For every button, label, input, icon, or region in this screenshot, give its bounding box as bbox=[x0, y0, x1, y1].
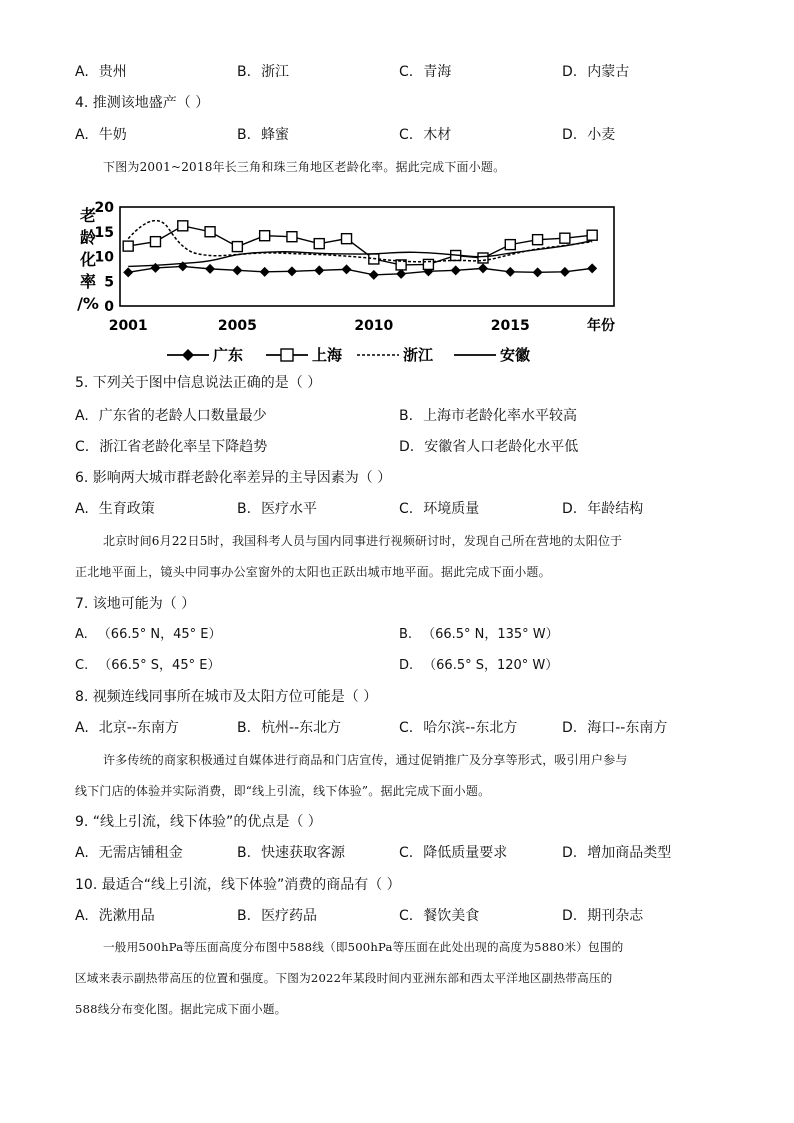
option-key: A. bbox=[75, 64, 89, 80]
q3-option-c[interactable] bbox=[399, 63, 451, 81]
data-point-square bbox=[232, 242, 242, 252]
q7-option-c[interactable] bbox=[75, 657, 220, 675]
option-text: 哈尔滨--东北方 bbox=[423, 720, 518, 736]
legend-label: 上海 bbox=[312, 346, 343, 364]
y-axis-label-char: 龄 bbox=[79, 228, 97, 247]
data-point-square bbox=[178, 221, 188, 231]
q3-option-a[interactable] bbox=[75, 63, 127, 81]
q4-option-c[interactable] bbox=[399, 126, 451, 144]
option-key: A. bbox=[75, 720, 89, 736]
option-key: C. bbox=[399, 908, 414, 924]
q6-option-a[interactable] bbox=[75, 500, 155, 518]
passage-2-line-2: 正北地平面上，镜头中同事办公室窗外的太阳也正跃出城市地平面。据此完成下面小题。 bbox=[75, 565, 551, 579]
q9-option-a[interactable] bbox=[75, 844, 183, 862]
y-tick-label: 10 bbox=[94, 249, 114, 266]
data-point-diamond bbox=[123, 267, 133, 277]
option-key: D. bbox=[562, 64, 578, 80]
data-point-square bbox=[560, 233, 570, 243]
data-point-square bbox=[342, 234, 352, 244]
series-line-1 bbox=[128, 266, 592, 274]
legend-marker-square bbox=[281, 349, 293, 361]
option-text: 北京--东南方 bbox=[98, 720, 179, 736]
y-axis-label-char: 率 bbox=[79, 272, 97, 291]
y-tick-label: 5 bbox=[104, 274, 114, 291]
option-text: 医疗药品 bbox=[261, 908, 318, 924]
q9-stem: 9. “线上引流，线下体验”的优点是（ ） bbox=[75, 814, 322, 830]
q3-option-d[interactable] bbox=[562, 63, 629, 81]
option-key: A. bbox=[75, 627, 88, 642]
option-text: 无需店铺租金 bbox=[98, 845, 183, 861]
option-text: 木材 bbox=[423, 127, 452, 143]
option-key: D. bbox=[399, 439, 415, 455]
data-point-diamond bbox=[314, 265, 324, 275]
q7-option-b[interactable] bbox=[399, 626, 559, 644]
data-point-diamond bbox=[342, 264, 352, 274]
option-text: 小麦 bbox=[587, 127, 616, 143]
option-key: C. bbox=[399, 501, 414, 517]
q7-option-a[interactable] bbox=[75, 626, 222, 644]
q8-option-d[interactable] bbox=[562, 719, 667, 737]
q6-option-d[interactable] bbox=[562, 500, 643, 518]
option-text: 内蒙古 bbox=[587, 64, 630, 80]
option-text: 增加商品类型 bbox=[587, 845, 672, 861]
data-point-diamond bbox=[260, 267, 270, 277]
option-key: C. bbox=[75, 439, 90, 455]
option-text: 期刊杂志 bbox=[587, 908, 644, 924]
option-key: A. bbox=[75, 845, 89, 861]
y-axis-label-char: /% bbox=[77, 294, 99, 313]
q4-option-d[interactable] bbox=[562, 126, 615, 144]
option-key: A. bbox=[75, 908, 89, 924]
option-text: 降低质量要求 bbox=[423, 845, 508, 861]
chart-passage: 下图为2001~2018年长三角和珠三角地区老龄化率。据此完成下面小题。 bbox=[103, 160, 506, 174]
option-text: （66.5° N，135° W） bbox=[422, 627, 559, 642]
option-key: D. bbox=[562, 720, 578, 736]
legend-marker-diamond bbox=[182, 349, 194, 361]
legend-label: 广东 bbox=[213, 346, 244, 364]
q3-option-b[interactable] bbox=[237, 63, 289, 81]
legend-label: 安徽 bbox=[500, 346, 531, 364]
option-text: 杭州--东北方 bbox=[261, 720, 342, 736]
option-text: 环境质量 bbox=[423, 501, 480, 517]
option-key: B. bbox=[237, 64, 252, 80]
series-line-2 bbox=[128, 226, 592, 265]
option-text: 洗漱用品 bbox=[98, 908, 155, 924]
passage-3-line-1: 许多传统的商家积极通过自媒体进行商品和门店宣传，通过促销推广及分享等形式，吸引用户参与 bbox=[103, 753, 628, 767]
q6-stem: 6. 影响两大城市群老龄化率差异的主导因素为（ ） bbox=[75, 470, 392, 486]
legend-label: 浙江 bbox=[403, 346, 434, 364]
plot-frame bbox=[120, 207, 614, 306]
q10-option-a[interactable] bbox=[75, 907, 155, 925]
passage-4-line-3: 588线分布变化图。据此完成下面小题。 bbox=[75, 1002, 287, 1016]
option-text: 生育政策 bbox=[98, 501, 155, 517]
data-point-diamond bbox=[287, 266, 297, 276]
y-tick-label: 0 bbox=[104, 299, 114, 315]
x-tick-label: 2005 bbox=[217, 318, 257, 334]
data-point-diamond bbox=[587, 263, 597, 273]
option-key: A. bbox=[75, 408, 89, 424]
x-tick-label: 2001 bbox=[108, 318, 148, 334]
data-point-diamond bbox=[478, 263, 488, 273]
option-key: D. bbox=[399, 658, 414, 673]
data-point-square bbox=[314, 239, 324, 249]
data-point-square bbox=[123, 241, 133, 251]
q8-option-a[interactable] bbox=[75, 719, 179, 737]
data-point-square bbox=[587, 230, 597, 240]
data-point-diamond bbox=[205, 264, 215, 274]
option-key: A. bbox=[75, 127, 89, 143]
option-text: 浙江 bbox=[261, 64, 290, 80]
data-point-diamond bbox=[451, 265, 461, 275]
option-key: D. bbox=[562, 845, 578, 861]
chart-legend bbox=[167, 346, 530, 364]
passage-4-line-1: 一般用500hPa等压面高度分布图中588线（即500hPa等压面在此处出现的高度为5880米）包围的 bbox=[103, 940, 624, 954]
option-text: 餐饮美食 bbox=[423, 908, 480, 924]
option-text: 医疗水平 bbox=[261, 501, 318, 517]
passage-4-line-2: 区域来表示副热带高压的位置和强度。下图为2022年某段时间内亚洲东部和西太平洋地区副热带高压的 bbox=[75, 971, 613, 985]
passage-2-line-1: 北京时间6月22日5时，我国科考人员与国内同事进行视频研讨时，发现自己所在营地的太阳位于 bbox=[103, 534, 623, 548]
data-point-square bbox=[505, 240, 515, 250]
q8-option-b[interactable] bbox=[237, 719, 341, 737]
option-text: 蜂蜜 bbox=[261, 127, 290, 143]
q10-option-d[interactable] bbox=[562, 907, 643, 925]
q6-option-b[interactable] bbox=[237, 500, 317, 518]
q8-stem: 8. 视频连线同事所在城市及太阳方位可能是（ ） bbox=[75, 689, 378, 705]
q9-option-c[interactable] bbox=[399, 844, 507, 862]
data-point-diamond bbox=[369, 270, 379, 280]
x-axis-label: 年份 bbox=[587, 318, 615, 334]
q10-option-c[interactable] bbox=[399, 907, 479, 925]
y-axis-label-char: 化 bbox=[79, 250, 97, 269]
q9-option-d[interactable] bbox=[562, 844, 671, 862]
series-line-3 bbox=[128, 221, 592, 262]
option-text: 海口--东南方 bbox=[587, 720, 668, 736]
q4-stem: 4. 推测该地盛产（ ） bbox=[75, 95, 210, 111]
option-text: 广东省的老龄人口数量最少 bbox=[98, 408, 267, 424]
option-key: B. bbox=[399, 627, 413, 642]
option-key: C. bbox=[399, 845, 414, 861]
option-text: （66.5° S，45° E） bbox=[98, 658, 221, 673]
x-ticks bbox=[109, 318, 530, 334]
y-tick-label: 20 bbox=[94, 200, 114, 216]
q7-option-d[interactable] bbox=[399, 657, 558, 675]
option-text: 青海 bbox=[423, 64, 452, 80]
q8-option-c[interactable] bbox=[399, 719, 517, 737]
q5-stem: 5. 下列关于图中信息说法正确的是（ ） bbox=[75, 375, 322, 391]
option-text: 浙江省老龄化率呈下降趋势 bbox=[99, 439, 268, 455]
aging-rate-chart bbox=[0, 195, 794, 385]
option-key: C. bbox=[399, 64, 414, 80]
data-point-diamond bbox=[560, 267, 570, 277]
option-key: B. bbox=[237, 720, 252, 736]
q4-option-a[interactable] bbox=[75, 126, 127, 144]
option-text: 贵州 bbox=[98, 64, 127, 80]
option-key: B. bbox=[399, 408, 414, 424]
q10-option-b[interactable] bbox=[237, 907, 317, 925]
option-text: 上海市老龄化率水平较高 bbox=[423, 408, 578, 424]
option-key: B. bbox=[237, 127, 252, 143]
option-key: D. bbox=[562, 908, 578, 924]
q6-option-c[interactable] bbox=[399, 500, 479, 518]
data-point-square bbox=[205, 227, 215, 237]
option-key: B. bbox=[237, 908, 252, 924]
option-text: （66.5° S，120° W） bbox=[423, 658, 559, 673]
data-point-square bbox=[260, 231, 270, 241]
passage-3-line-2: 线下门店的体验并实际消费，即“线上引流，线下体验”。据此完成下面小题。 bbox=[75, 784, 491, 798]
option-key: B. bbox=[237, 845, 252, 861]
option-key: B. bbox=[237, 501, 252, 517]
data-point-diamond bbox=[533, 267, 543, 277]
data-point-diamond bbox=[232, 265, 242, 275]
option-text: 快速获取客源 bbox=[261, 845, 346, 861]
series-line-4 bbox=[128, 241, 592, 267]
q5-option-a[interactable] bbox=[75, 407, 267, 425]
data-point-diamond bbox=[505, 267, 515, 277]
data-point-square bbox=[478, 253, 488, 263]
option-key: D. bbox=[562, 501, 578, 517]
x-tick-label: 2015 bbox=[490, 318, 530, 334]
y-axis-label-char: 老 bbox=[79, 206, 97, 225]
q7-stem: 7. 该地可能为（ ） bbox=[75, 596, 196, 612]
q5-option-b[interactable] bbox=[399, 407, 577, 425]
q10-stem: 10. 最适合“线上引流，线下体验”消费的商品有（ ） bbox=[75, 877, 401, 893]
q5-option-c[interactable] bbox=[75, 438, 267, 456]
option-key: C. bbox=[399, 127, 414, 143]
option-text: （66.5° N，45° E） bbox=[97, 627, 222, 642]
y-tick-label: 15 bbox=[94, 224, 114, 241]
q4-option-b[interactable] bbox=[237, 126, 289, 144]
option-text: 年龄结构 bbox=[587, 501, 644, 517]
option-key: D. bbox=[562, 127, 578, 143]
data-point-square bbox=[287, 232, 297, 242]
option-text: 安徽省人口老龄化水平低 bbox=[424, 439, 579, 455]
data-point-square bbox=[533, 235, 543, 245]
option-key: C. bbox=[75, 658, 89, 673]
q5-option-d[interactable] bbox=[399, 438, 578, 456]
option-text: 牛奶 bbox=[98, 127, 127, 143]
data-point-square bbox=[150, 237, 160, 247]
x-tick-label: 2010 bbox=[354, 318, 394, 334]
option-key: C. bbox=[399, 720, 414, 736]
q9-option-b[interactable] bbox=[237, 844, 345, 862]
series-group bbox=[123, 221, 597, 280]
option-key: A. bbox=[75, 501, 89, 517]
